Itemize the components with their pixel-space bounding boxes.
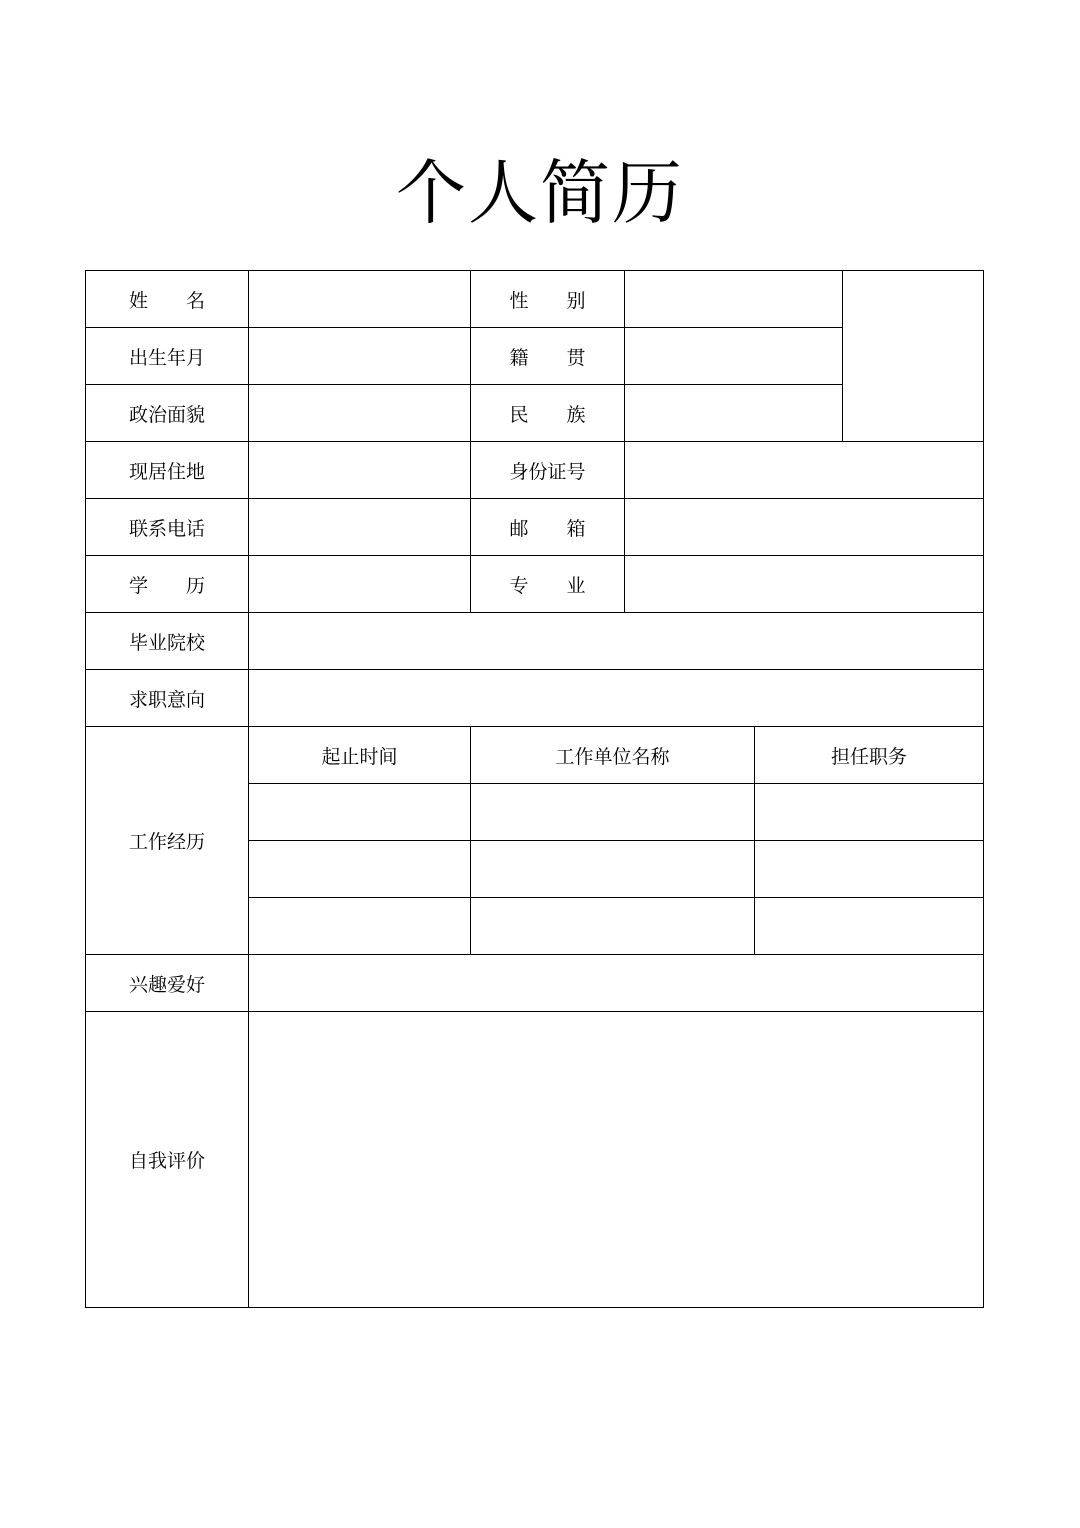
political-field[interactable] xyxy=(249,385,471,442)
work-header-company: 工作单位名称 xyxy=(471,727,755,784)
row-self-eval xyxy=(86,1012,984,1308)
education-label: 学 历 xyxy=(86,556,249,613)
id-label: 身份证号 xyxy=(471,442,625,499)
name-label: 姓 名 xyxy=(86,271,249,328)
work-company-cell[interactable] xyxy=(471,841,755,898)
phone-field[interactable] xyxy=(249,499,471,556)
page-title: 个人简历 xyxy=(396,152,684,234)
work-position-cell[interactable] xyxy=(755,898,984,955)
row-name xyxy=(86,271,984,328)
birth-label: 出生年月 xyxy=(86,328,249,385)
work-company-cell[interactable] xyxy=(471,898,755,955)
intention-field[interactable] xyxy=(249,670,984,727)
email-label: 邮 箱 xyxy=(471,499,625,556)
gender-field[interactable] xyxy=(625,271,843,328)
major-field[interactable] xyxy=(625,556,984,613)
self-eval-field[interactable] xyxy=(249,1012,984,1308)
gender-label: 性 别 xyxy=(471,271,625,328)
education-field[interactable] xyxy=(249,556,471,613)
row-school xyxy=(86,613,984,670)
work-period-cell[interactable] xyxy=(249,841,471,898)
photo-box[interactable] xyxy=(843,271,984,442)
work-position-cell[interactable] xyxy=(755,841,984,898)
school-label: 毕业院校 xyxy=(86,613,249,670)
row-address xyxy=(86,442,984,499)
work-header-row xyxy=(86,727,984,784)
id-field[interactable] xyxy=(625,442,984,499)
address-field[interactable] xyxy=(249,442,471,499)
ethnicity-label: 民 族 xyxy=(471,385,625,442)
row-education xyxy=(86,556,984,613)
work-period-cell[interactable] xyxy=(249,784,471,841)
intention-label: 求职意向 xyxy=(86,670,249,727)
row-intention xyxy=(86,670,984,727)
work-header-period: 起止时间 xyxy=(249,727,471,784)
work-label: 工作经历 xyxy=(86,727,249,955)
birth-field[interactable] xyxy=(249,328,471,385)
hobby-label: 兴趣爱好 xyxy=(86,955,249,1012)
work-header-position: 担任职务 xyxy=(755,727,984,784)
major-label: 专 业 xyxy=(471,556,625,613)
work-position-cell[interactable] xyxy=(755,784,984,841)
hobby-field[interactable] xyxy=(249,955,984,1012)
political-label: 政治面貌 xyxy=(86,385,249,442)
row-phone xyxy=(86,499,984,556)
phone-label: 联系电话 xyxy=(86,499,249,556)
email-field[interactable] xyxy=(625,499,984,556)
school-field[interactable] xyxy=(249,613,984,670)
self-eval-label: 自我评价 xyxy=(86,1012,249,1308)
work-company-cell[interactable] xyxy=(471,784,755,841)
hometown-label: 籍 贯 xyxy=(471,328,625,385)
hometown-field[interactable] xyxy=(625,328,843,385)
address-label: 现居住地 xyxy=(86,442,249,499)
ethnicity-field[interactable] xyxy=(625,385,843,442)
name-field[interactable] xyxy=(249,271,471,328)
row-hobby xyxy=(86,955,984,1012)
resume-form-table xyxy=(85,270,984,1308)
work-period-cell[interactable] xyxy=(249,898,471,955)
